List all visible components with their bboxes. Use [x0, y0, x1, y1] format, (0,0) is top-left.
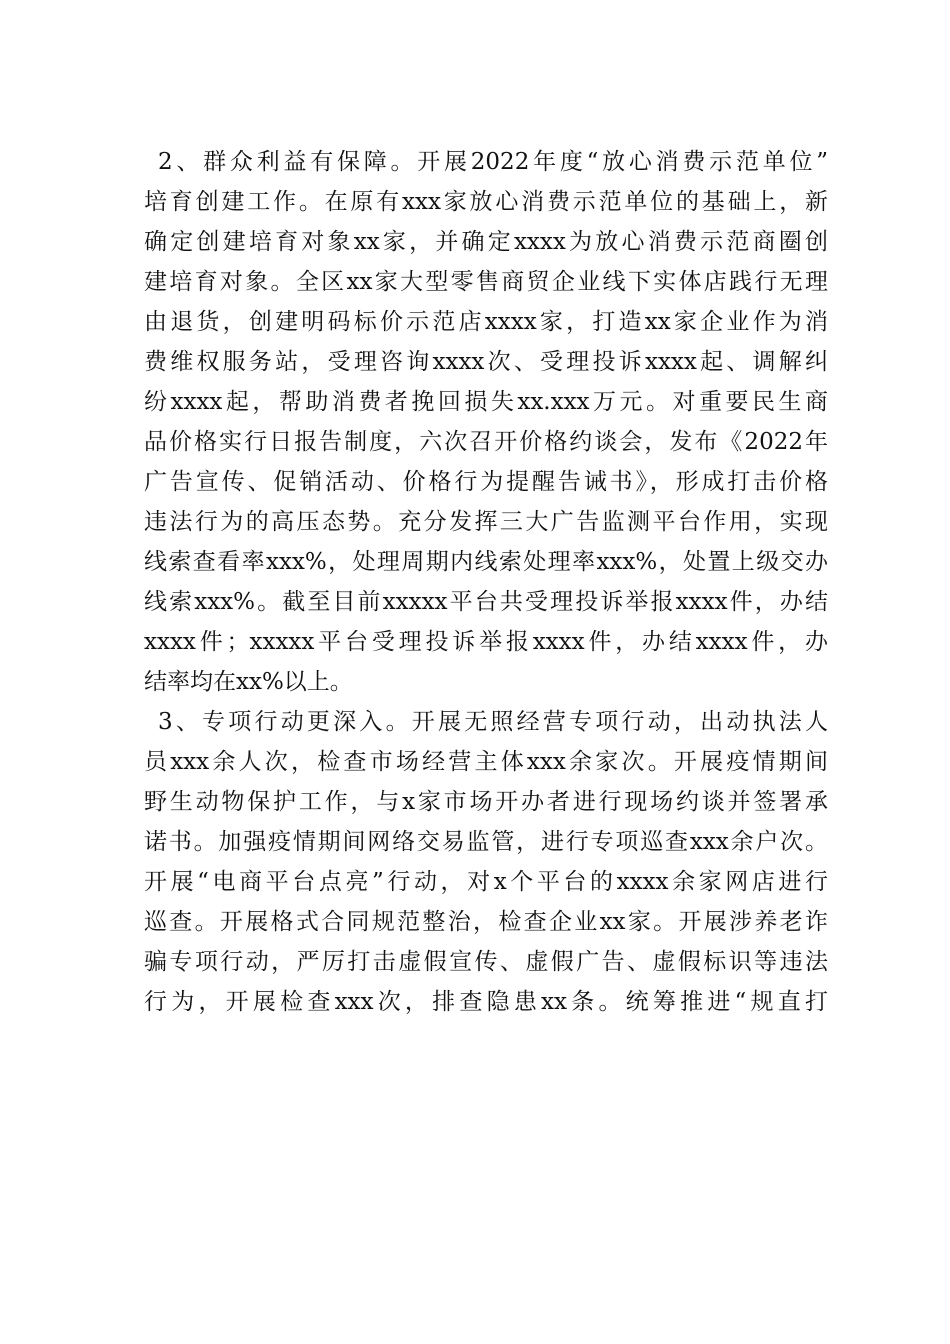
- paragraph-item-2: [144, 142, 828, 702]
- text-line: 开展“电商平台点亮”行动，对x个平台的xxxx余家网店进行: [144, 869, 828, 895]
- body-text: [144, 142, 828, 1022]
- text-line: 行为，开展检查xxx次，排查隐患xx条。统筹推进“规直打: [144, 989, 828, 1015]
- paragraph-item-3: [144, 702, 828, 1022]
- text-line: 纷xxxx起，帮助消费者挽回损失xx.xxx万元。对重要民生商: [144, 389, 828, 415]
- text-line: 费维权服务站，受理咨询xxxx次、受理投诉xxxx起、调解纠: [144, 349, 828, 375]
- text-line: 野生动物保护工作，与x家市场开办者进行现场约谈并签署承: [144, 789, 828, 815]
- text-line: 诺书。加强疫情期间网络交易监管，进行专项巡查xxx余户次。: [144, 829, 828, 855]
- text-line: 确定创建培育对象xx家，并确定xxxx为放心消费示范商圈创: [144, 229, 828, 255]
- text-line: xxxx件；xxxxx平台受理投诉举报xxxx件，办结xxxx件，办: [144, 629, 828, 655]
- text-line: 建培育对象。全区xx家大型零售商贸企业线下实体店践行无理: [144, 269, 828, 295]
- text-line: 培育创建工作。在原有xxx家放心消费示范单位的基础上，新: [144, 189, 828, 215]
- text-line: 巡查。开展格式合同规范整治，检查企业xx家。开展涉养老诈: [144, 909, 828, 935]
- text-line: 广告宣传、促销活动、价格行为提醒告诫书》，形成打击价格: [144, 469, 828, 495]
- text-line: 员xxx余人次，检查市场经营主体xxx余家次。开展疫情期间: [144, 749, 828, 775]
- text-line: 线索xxx%。截至目前xxxxx平台共受理投诉举报xxxx件，办结: [144, 589, 828, 615]
- text-line: 骗专项行动，严厉打击虚假宣传、虚假广告、虚假标识等违法: [144, 949, 828, 975]
- text-line: 线索查看率xxx%，处理周期内线索处理率xxx%，处置上级交办: [144, 549, 828, 575]
- text-line: 2、群众利益有保障。开展2022年度“放心消费示范单位”: [158, 149, 828, 175]
- text-line: 品价格实行日报告制度，六次召开价格约谈会，发布《2022年: [144, 429, 828, 455]
- text-line: 结率均在xx%以上。: [144, 669, 353, 695]
- text-line: 3、专项行动更深入。开展无照经营专项行动，出动执法人: [158, 709, 828, 735]
- text-line: 由退货，创建明码标价示范店xxxx家，打造xx家企业作为消: [144, 309, 828, 335]
- text-line: 违法行为的高压态势。充分发挥三大广告监测平台作用，实现: [144, 509, 828, 535]
